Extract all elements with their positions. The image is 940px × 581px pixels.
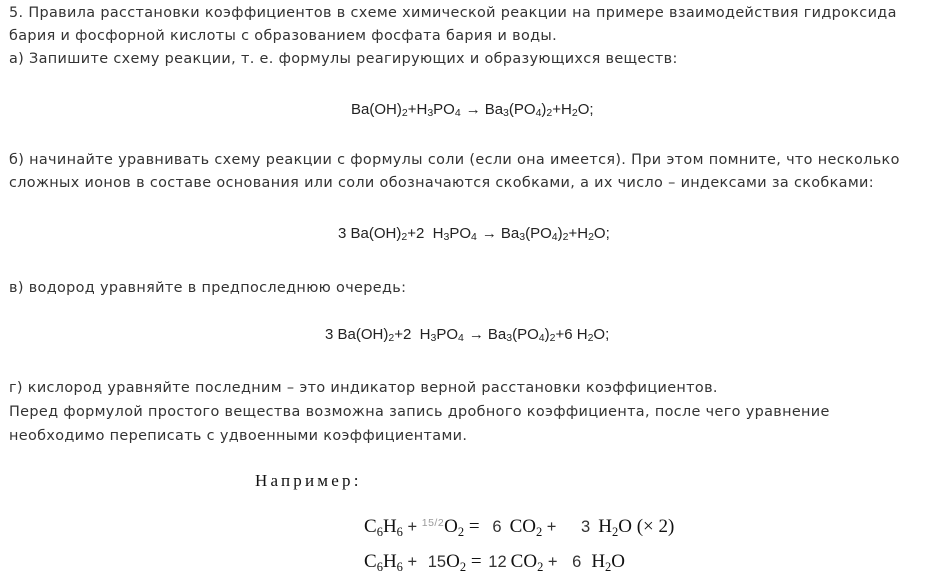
equation-salt-balanced: 3 $Ba(OH)_2+2$ $H_3PO_4 \to Ba_3(PO_4)_2+H_2O$;: [338, 225, 610, 243]
example-equation-fractional: $C_6H_6 + ^{15/2}O_2 = 6$ $CO_2 + 3$ $H_2O$ (× 2): [364, 516, 675, 539]
reaction-arrow-icon: →: [465, 101, 481, 118]
step-b-line-2: сложных ионов в составе основания или соли обозначаются скобками, а их число – индексами за скобками:: [9, 175, 874, 191]
step-c-text: в) водород уравняйте в предпоследнюю очередь:: [9, 280, 407, 296]
step-a-text: а) Запишите схему реакции, т. е. формулы реагирующих и образующихся веществ:: [9, 51, 678, 67]
step-d-line-3: необходимо переписать с удвоенными коэффициентами.: [9, 428, 468, 444]
reaction-arrow-icon: →: [481, 225, 497, 242]
example-equation-doubled: $C_6H_6 + 15O_2 = 12$ $CO_2 + 6$ $H_2O$: [364, 551, 626, 574]
fractional-coefficient: 15/2: [421, 517, 445, 529]
step-d-line-2: Перед формулой простого вещества возможна запись дробного коэффициента, после чего уравнение: [9, 404, 830, 420]
intro-line-2: бария и фосфорной кислоты с образованием фосфата бария и воды.: [9, 28, 558, 44]
example-title: Например:: [255, 471, 362, 490]
equation-scheme: $Ba(OH)_2+H_3PO_4 \to Ba_3(PO_4)_2+H_2O$;: [351, 101, 594, 119]
intro-line-1: 5. Правила расстановки коэффициентов в схеме химической реакции на примере взаимодействия гидроксида: [9, 5, 897, 21]
reaction-arrow-icon: →: [468, 326, 484, 343]
step-d-line-1: г) кислород уравняйте последним – это индикатор верной расстановки коэффициентов.: [9, 380, 718, 396]
step-b-line-1: б) начинайте уравнивать схему реакции с формулы соли (если она имеется). При этом помните, что несколько: [9, 152, 900, 168]
equation-hydrogen-balanced: 3 $Ba(OH)_2+2$ $H_3PO_4 \to Ba_3(PO_4)_2+6$ $H_2O$;: [325, 326, 610, 344]
